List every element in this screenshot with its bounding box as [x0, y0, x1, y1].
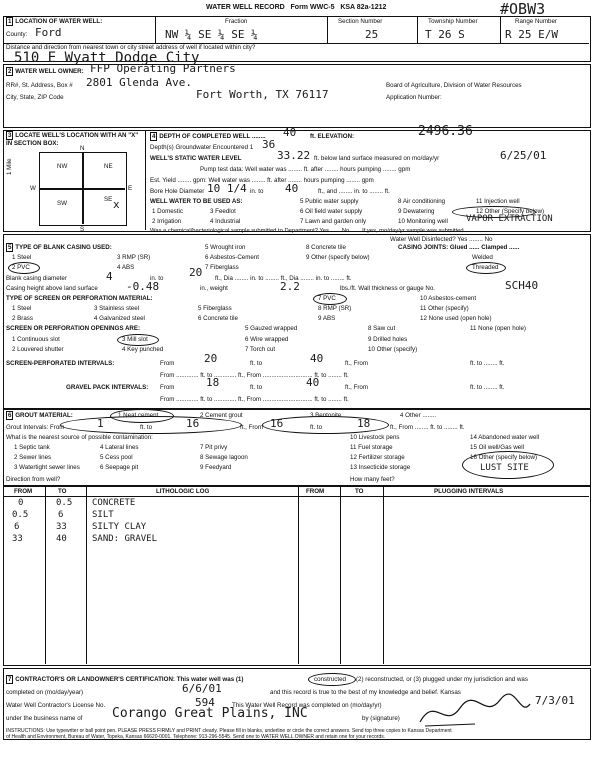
- stamp-handwritten: #OBW3: [500, 0, 546, 18]
- use-5: 5 Public water supply: [300, 198, 359, 205]
- log-to-0: 0.5: [56, 498, 73, 508]
- opening-none: 11 None (open hole): [470, 325, 526, 332]
- address-label: RR#, St. Address, Box #: [6, 82, 73, 89]
- joints-label: CASING JOINTS: Glued ...... Clamped ......: [398, 244, 520, 251]
- casing-abs: 4 ABS: [117, 264, 135, 271]
- completed-date: 6/6/01: [182, 682, 222, 695]
- application-label: Application Number:: [386, 94, 442, 101]
- gravel-from-value: 18: [206, 376, 220, 389]
- gravel-from-label: From: [160, 384, 175, 391]
- use-10: 10 Monitoring well: [398, 218, 448, 225]
- grout-interval2-circle: [262, 416, 389, 434]
- log-desc-0: CONCRETE: [92, 498, 136, 508]
- src-cess: 5 Cess pool: [100, 454, 133, 461]
- screen-other: 11 Other (specify): [420, 305, 469, 312]
- screen-none: 12 None used (open hole): [420, 315, 492, 322]
- cert-line1a: CONTRACTOR'S OR LANDOWNER'S CERTIFICATION: This water well was (1): [15, 676, 244, 683]
- screen-rmp: 8 RMP (SR): [318, 305, 352, 312]
- gauge-value: SCH40: [505, 279, 539, 292]
- interval-from2: ft., From: [345, 360, 369, 367]
- height-value: -0.48: [126, 280, 160, 293]
- business-label: under the business name of: [6, 715, 83, 722]
- gravel-to-value: 40: [306, 376, 320, 389]
- src-feedyard: 9 Feedyard: [200, 464, 232, 471]
- grout-bentonite: 3 Bentonite: [310, 412, 342, 419]
- grout-from1: 1: [97, 417, 104, 430]
- direction-label: Direction from well?: [6, 476, 61, 483]
- est-yield: Est. Yield ........ gpm: Well water was ........ ft. after ........ hours pumping ........ gpm: [150, 177, 374, 184]
- opening-louvered: 2 Louvered shutter: [12, 346, 64, 353]
- range-value: R 25 E/W: [505, 28, 558, 41]
- gw-label: Depth(s) Groundwater Encountered 1: [150, 144, 254, 151]
- static-date: 6/25/01: [500, 149, 547, 162]
- gravel-label: GRAVEL PACK INTERVALS:: [66, 384, 149, 391]
- pvc-circle: [8, 262, 40, 274]
- form-number: Form WWC-5: [290, 4, 335, 11]
- cert-line3b: This Water Well Record was completed on (mo/day/yr): [232, 702, 382, 709]
- instructions: INSTRUCTIONS: Use typewriter or ball point pen. PLEASE PRESS FIRMLY and PRINT clearly. Please fill in blanks, underline or circle the correct answers. Send top three copies to Kansas Department: [6, 728, 452, 734]
- casing-concrete: 8 Concrete tile: [306, 244, 346, 251]
- interval-to-value: 40: [310, 352, 324, 365]
- casing-steel: 1 Steel: [12, 254, 32, 261]
- location-x-mark: x: [113, 198, 120, 211]
- township-label: Township Number: [428, 18, 478, 25]
- screen-galvanized: 4 Galvanized steel: [94, 315, 145, 322]
- screen-fiberglass: 5 Fiberglass: [198, 305, 232, 312]
- grout-from2: 16: [270, 417, 284, 430]
- use-8: 8 Air conditioning: [398, 198, 446, 205]
- src-oilgas: 15 Oil well/Gas well: [470, 444, 524, 451]
- address-value: 2801 Glenda Ave.: [86, 76, 192, 89]
- casing-fiberglass: 7 Fiberglass: [205, 264, 239, 271]
- casing-type-label: TYPE OF BLANK CASING USED:: [15, 244, 112, 251]
- screen-stainless: 3 Stainless steel: [94, 305, 140, 312]
- form-title: WATER WELL RECORD: [206, 4, 285, 11]
- use-1: 1 Domestic: [152, 208, 183, 215]
- city-value: Fort Worth, TX 76117: [196, 88, 329, 101]
- how-many-label: How many feet?: [350, 476, 395, 483]
- height-mid: in., weight: [200, 285, 228, 292]
- nw-label: NW: [57, 163, 68, 170]
- grout-other: 4 Other ........: [400, 412, 437, 419]
- interval-from-label: From: [160, 360, 175, 367]
- log-desc-1: SILT: [92, 510, 114, 520]
- ksa: KSA 82a-1212: [340, 4, 387, 11]
- se-label: SE: [104, 196, 113, 203]
- bore-tail: ft., and ........ in. to ........ ft.: [318, 188, 390, 195]
- elevation-label: ft. ELEVATION:: [310, 133, 355, 140]
- opening-mill: 3 Mill slot: [122, 336, 148, 343]
- src-livestock: 10 Livestock pens: [350, 434, 400, 441]
- src-seepage: 6 Seepage pit: [100, 464, 139, 471]
- screen-concrete: 6 Concrete tile: [198, 315, 238, 322]
- log-to-2: 33: [56, 522, 67, 532]
- src-other: 16 Other (specify below): [470, 454, 538, 461]
- screen-pvc-circle: [313, 293, 347, 305]
- locate-label: LOCATE WELL'S LOCATION WITH AN "X" IN SECTION BOX:: [6, 132, 139, 147]
- threaded-circle: [466, 262, 506, 274]
- log-lith-header: LITHOLOGIC LOG: [156, 488, 210, 495]
- use-other-value: VAPOR EXTRACTION: [466, 214, 553, 224]
- src-lateral: 4 Lateral lines: [100, 444, 139, 451]
- depth-label: DEPTH OF COMPLETED WELL: [159, 133, 251, 140]
- log-from-header: FROM: [14, 488, 33, 495]
- diameter-to: 20: [189, 266, 203, 279]
- weight-tail: lbs./ft. Wall thickness or gauge No.: [340, 285, 436, 292]
- src-abandoned: 14 Abandoned water well: [470, 434, 540, 441]
- plug-header: PLUGGING INTERVALS: [434, 488, 504, 495]
- grout-to1: 16: [186, 417, 200, 430]
- openings-label: SCREEN OR PERFORATION OPENINGS ARE:: [6, 325, 141, 332]
- gravel-from2: ft., From: [345, 384, 369, 391]
- fraction-value: NW ¼ SE ¼ SE ¼: [165, 28, 258, 41]
- sw-label: SW: [57, 200, 67, 207]
- log-to-3: 40: [56, 534, 67, 544]
- east-label: E: [128, 185, 133, 192]
- casing-other: 9 Other (specify below): [306, 254, 370, 261]
- intervals-label: SCREEN-PERFORATED INTERVALS:: [6, 360, 115, 367]
- interval-from-value: 20: [204, 352, 218, 365]
- grout-interval-circle: [60, 416, 242, 434]
- opening-drilled: 9 Drilled holes: [368, 336, 408, 343]
- use-4: 4 Industrial: [210, 218, 241, 225]
- cert-constructed: constructed: [314, 676, 346, 683]
- interval-to-label: ft. to: [250, 360, 263, 367]
- gravel-to2: ft. to ........ ft.: [470, 384, 505, 391]
- cert-line2a: completed on (mo/day/year): [6, 689, 84, 696]
- elevation-value: 2496.36: [418, 124, 473, 139]
- plug-from-header: FROM: [306, 488, 325, 495]
- fraction-label: Fraction: [225, 18, 248, 25]
- instructions-2: of Health and Environment, Bureau of Water, Topeka, Kansas 66620-0001. Telephone: 913-296-5545. Send one to WATER WELL OWNER and retain one for your records.: [6, 734, 386, 740]
- use-9: 9 Dewatering: [398, 208, 435, 215]
- bore-value: 10 1/4: [207, 182, 247, 195]
- src-pit: 7 Pit privy: [200, 444, 228, 451]
- use-12: 12 Other (Specify below): [476, 208, 545, 215]
- src-fuel: 11 Fuel storage: [350, 444, 393, 451]
- table-row: 6: [14, 522, 20, 532]
- south-label: S: [80, 226, 85, 233]
- use-6: 6 Oil field water supply: [300, 208, 363, 215]
- contam-label: What is the nearest source of possible contamination:: [6, 434, 153, 441]
- table-row: 33: [12, 534, 23, 544]
- opening-torch: 7 Torch cut: [245, 346, 276, 353]
- diameter-tail: ft., Dia ........ in. to ........ ft., Dia ........ in. to ........ ft.: [215, 275, 352, 282]
- casing-pvc: 2 PVC: [12, 264, 30, 271]
- opening-continuous: 1 Continuous slot: [12, 336, 60, 343]
- casing-wrought: 5 Wrought iron: [205, 244, 246, 251]
- ne-label: NE: [104, 163, 113, 170]
- distance-value: 510 E Wyatt Dodge City: [14, 50, 200, 66]
- opening-wire: 6 Wire wrapped: [245, 336, 289, 343]
- cert-line1b: (2) reconstructed, or (3) plugged under my jurisdiction and was: [356, 676, 528, 683]
- pump-test: Pump test data: Well water was ........ ft. after ........ hours pumping ........ gpm: [200, 166, 411, 173]
- static-value: 33.22: [277, 149, 311, 162]
- signature-graphic: [415, 690, 535, 730]
- table-row: 0: [18, 498, 24, 508]
- joints-threaded: Threaded: [472, 264, 499, 271]
- screen-steel: 1 Steel: [12, 305, 32, 312]
- range-label: Range Number: [515, 18, 557, 25]
- grout-to2: 18: [357, 417, 371, 430]
- opening-gauzed: 5 Gauzed wrapped: [245, 325, 298, 332]
- plug-to-header: TO: [355, 488, 364, 495]
- gw-value: 36: [262, 138, 276, 151]
- grout-label: GROUT MATERIAL:: [15, 412, 73, 419]
- src-watertight: 3 Watertight sewer lines: [14, 464, 80, 471]
- grout-neat: 1 Neat cement: [118, 412, 159, 419]
- joints-welded: Welded: [472, 254, 493, 261]
- screen-type-label: TYPE OF SCREEN OR PERFORATION MATERIAL:: [6, 295, 153, 302]
- screen-abs: 9 ABS: [318, 315, 336, 322]
- use-11: 11 Injection well: [476, 198, 520, 205]
- owner-name: FFP Operating Partners: [90, 62, 236, 75]
- section-number-value: 25: [365, 28, 379, 41]
- license-value: 594: [195, 696, 215, 709]
- record-date: 7/3/01: [535, 694, 575, 707]
- owner-section-label: WATER WELL OWNER:: [15, 68, 84, 75]
- bore-label: Bore Hole Diameter: [150, 188, 205, 195]
- log-to-header: TO: [58, 488, 67, 495]
- distance-label: Distance and direction from nearest town or city street address of well if located within city?: [6, 44, 256, 51]
- gravel-to-label: ft. to: [250, 384, 263, 391]
- business-value: Corango Great Plains, INC: [112, 706, 308, 721]
- height-label: Casing height above land surface: [6, 285, 98, 292]
- log-desc-2: SILTY CLAY: [92, 522, 147, 532]
- diameter-value: 4: [106, 270, 113, 283]
- use-2: 2 Irrigation: [152, 218, 182, 225]
- county-value: Ford: [35, 26, 62, 39]
- license-label: Water Well Contractor's License No.: [6, 702, 106, 709]
- src-insecticide: 13 Insecticide storage: [350, 464, 411, 471]
- weight-value: 2.2: [280, 280, 300, 293]
- opening-other: 10 Other (specify): [368, 346, 418, 353]
- north-label: N: [80, 145, 85, 152]
- township-value: T 26 S: [425, 28, 465, 41]
- screen-asbestos: 10 Asbestos-cement: [420, 295, 477, 302]
- static-label: WELL'S STATIC WATER LEVEL: [150, 155, 242, 162]
- disinfected: Water Well Disinfected? Yes ........ No: [390, 236, 493, 243]
- grout-cement: 2 Cement grout: [200, 412, 243, 419]
- mill-circle: [117, 334, 159, 346]
- casing-rmp: 3 RMP (SR): [117, 254, 151, 261]
- src-fertilizer: 12 Fertilizer storage: [350, 454, 405, 461]
- location-section-label: LOCATION OF WATER WELL:: [15, 18, 103, 25]
- screen-pvc: 7 PVC: [318, 295, 336, 302]
- table-row: 0.5: [12, 510, 29, 520]
- src-lagoon: 8 Sewage lagoon: [200, 454, 248, 461]
- county-label: County:: [6, 31, 28, 38]
- by-signature: by (signature): [362, 715, 400, 722]
- src-septic: 1 Septic tank: [14, 444, 50, 451]
- opening-saw: 8 Saw cut: [368, 325, 396, 332]
- interval-to2: ft. to ........ ft.: [470, 360, 505, 367]
- constructed-circle: [308, 673, 356, 686]
- chem-label: Was a chemical/bacteriological sample submitted to Department? Yes ...... No ...... If yes, mo/day/yr sample was submitted: [150, 228, 464, 234]
- bore-to-value: 40: [285, 182, 299, 195]
- log-to-1: 6: [58, 510, 64, 520]
- section-number-label: Section Number: [338, 18, 383, 25]
- other-value: LUST SITE: [480, 463, 529, 473]
- city-label: City, State, ZIP Code: [6, 94, 64, 101]
- use-3: 3 Feedlot: [210, 208, 236, 215]
- board-text: Board of Agriculture, Division of Water Resources: [386, 82, 522, 89]
- casing-asbestos: 6 Asbestos-Cement: [205, 254, 259, 261]
- log-desc-3: SAND: GRAVEL: [92, 534, 158, 544]
- screen-brass: 2 Brass: [12, 315, 33, 322]
- west-label: W: [30, 185, 36, 192]
- use-7: 7 Lawn and garden only: [300, 218, 367, 225]
- static-tail: ft. below land surface measured on mo/day/yr: [314, 155, 440, 162]
- cert-line2b: and this record is true to the best of my knowledge and belief. Kansas: [270, 689, 461, 696]
- diameter-label: Blank casing diameter: [6, 275, 67, 282]
- depth-value: 40: [283, 126, 297, 139]
- mile-label: 1 Mile: [6, 158, 13, 175]
- opening-key: 4 Key punched: [122, 346, 164, 353]
- use-label: WELL WATER TO BE USED AS:: [150, 198, 243, 205]
- bore-to: in. to: [250, 188, 264, 195]
- src-sewer: 2 Sewer lines: [14, 454, 52, 461]
- grout-intervals-label: Grout Intervals: From: [6, 424, 65, 431]
